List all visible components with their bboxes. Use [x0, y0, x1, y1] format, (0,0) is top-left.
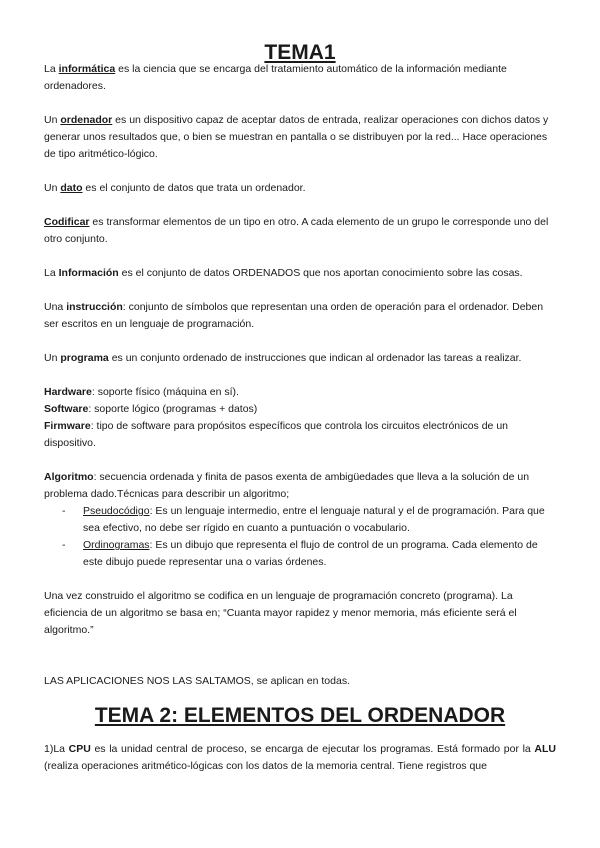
text: : Es un dibujo que representa el flujo de control de un programa. Cada elemento de este dibujo puede representar una o varias órdenes. [83, 539, 538, 568]
term-pseudocodigo: Pseudocódigo [83, 505, 150, 517]
text: es transformar elementos de un tipo en otro. A cada elemento de un grupo le corresponde uno del otro conjunto. [44, 216, 549, 245]
list-item [44, 537, 556, 571]
text: es un conjunto ordenado de instrucciones que indican al ordenador las tareas a realizar. [108, 352, 522, 364]
term-codificar: Codificar [44, 216, 90, 228]
term-ordinogramas: Ordinogramas [83, 539, 150, 551]
paragraph-ordenador [44, 112, 556, 163]
paragraph-codificar [44, 214, 556, 248]
term-hardware: Hardware [44, 386, 92, 398]
text: 1)La [44, 743, 69, 755]
text: Una [44, 301, 67, 313]
text: Un [44, 182, 61, 194]
dash-bullet: - [62, 539, 66, 551]
paragraph-aplicaciones: LAS APLICACIONES NOS LAS SALTAMOS, se aplican en todas. [44, 675, 350, 687]
tema1-title: TEMA1 [264, 41, 336, 64]
term-ordenador: ordenador [60, 114, 113, 126]
paragraph-cpu [44, 741, 556, 775]
paragraph-informacion [44, 265, 556, 282]
paragraph-firmware [44, 418, 556, 452]
text: : soporte físico (máquina en sí). [91, 386, 239, 398]
paragraph-programa [44, 350, 556, 367]
term-dato: dato [60, 182, 83, 194]
paragraph-dato [44, 180, 556, 197]
text: es el conjunto de datos ORDENADOS que nos aportan conocimiento sobre las cosas. [118, 267, 523, 279]
text: es la unidad central de proceso, se encarga de ejecutar los programas. Está formado por la [90, 743, 535, 755]
text: Un [44, 352, 61, 364]
text: La [44, 63, 59, 75]
term-informatica: informática [58, 63, 116, 75]
text: es un dispositivo capaz de aceptar datos de entrada, realizar operaciones con dichos datos y generar unos resultados que, o bien se muestran en pantalla o se distribuyen por la red... Hace operaciones de tipo aritmético-lógico. [44, 114, 549, 160]
paragraph-instruccion [44, 299, 556, 333]
paragraph-hardware [44, 384, 556, 401]
term-cpu: CPU [68, 743, 91, 755]
paragraph-informatica [44, 61, 556, 95]
text: : conjunto de símbolos que representan una orden de operación para el ordenador. Deben ser escritos en un lenguaje de programación. [44, 301, 544, 330]
paragraph-software [44, 401, 556, 418]
paragraph-construido: Una vez construido el algoritmo se codifica en un lenguaje de programación concreto (programa). La eficiencia de un algoritmo se basa en; “Cuanta mayor rapidez y menor memoria, más eficiente será el algoritmo.” [44, 590, 517, 636]
term-instruccion: instrucción [66, 301, 123, 313]
term-informacion: Información [58, 267, 119, 279]
term-software: Software [44, 403, 89, 415]
term-programa: programa [60, 352, 109, 364]
text: (realiza operaciones aritmético-lógicas con los datos de la memoria central. Tiene registros que [44, 760, 487, 772]
text: : Es un lenguaje intermedio, entre el lenguaje natural y el de programación. Para que sea efectivo, no debe ser rígido en cuanto a puntuación o vocabulario. [83, 505, 545, 534]
text: : tipo de software para propósitos específicos que controla los circuitos electrónicos de un dispositivo. [44, 420, 508, 449]
tema2-title: TEMA 2: ELEMENTOS DEL ORDENADOR [94, 704, 506, 727]
text: Un [44, 114, 61, 126]
tecnicas-list [44, 503, 556, 571]
text: : soporte lógico (programas + datos) [88, 403, 258, 415]
list-item [44, 503, 556, 537]
paragraph-algoritmo [44, 469, 556, 503]
term-firmware: Firmware [44, 420, 91, 432]
text: : secuencia ordenada y finita de pasos exenta de ambigüedades que lleva a la solución de un problema dado.Técnicas para describir un algoritmo; [44, 471, 530, 500]
text: es el conjunto de datos que trata un ordenador. [82, 182, 306, 194]
document-content [44, 41, 556, 775]
text: La [44, 267, 59, 279]
term-algoritmo: Algoritmo [44, 471, 94, 483]
term-alu: ALU [534, 743, 556, 755]
dash-bullet: - [62, 505, 66, 517]
text: es la ciencia que se encarga del tratamiento automático de la información mediante ordenadores. [44, 63, 507, 92]
